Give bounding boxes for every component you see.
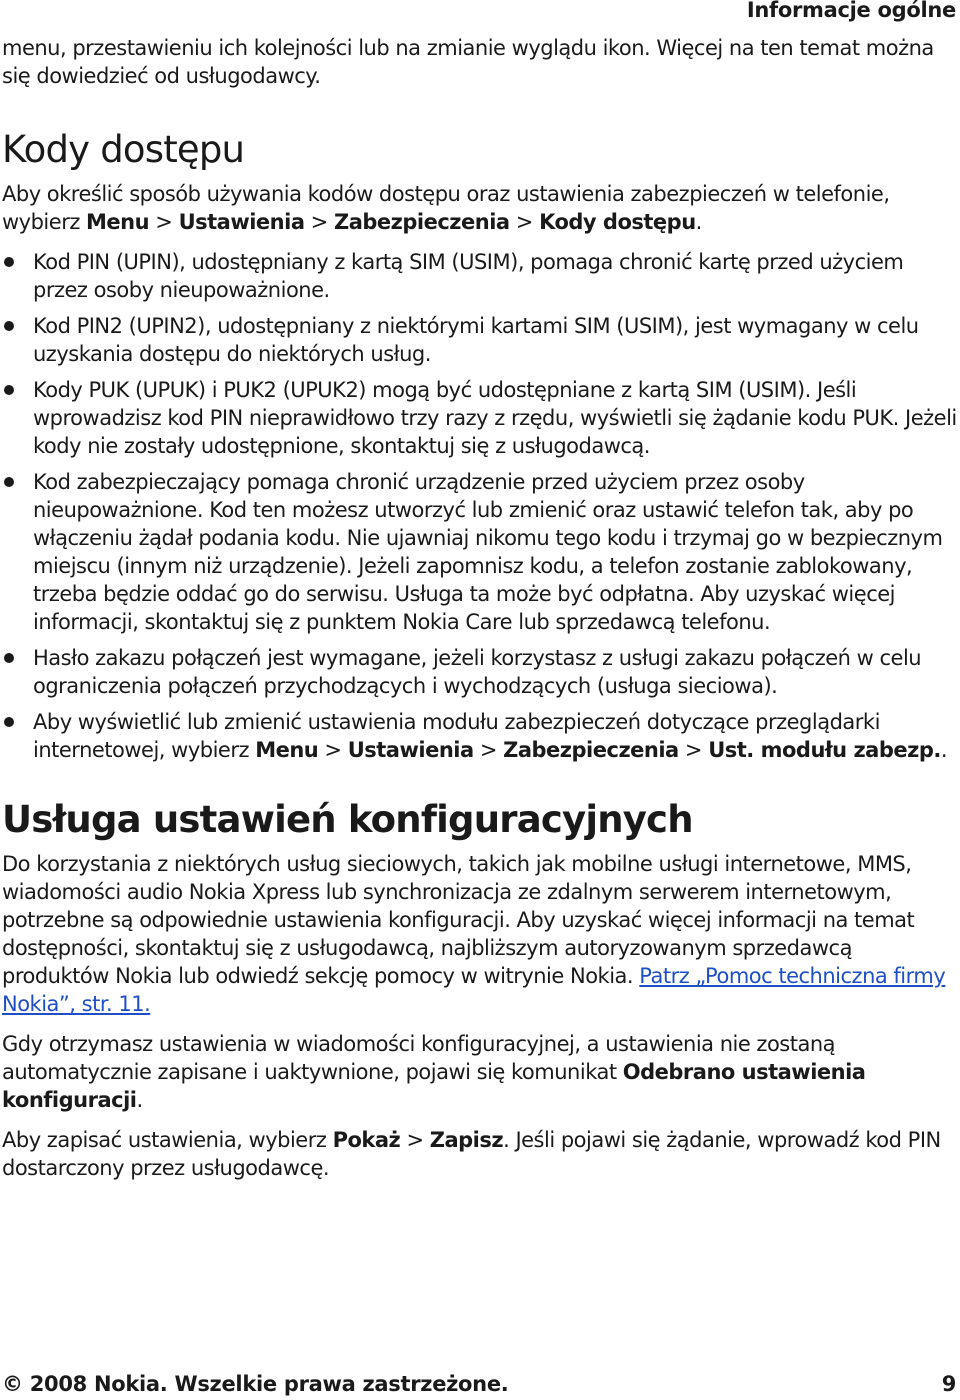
menu-path-step: Zapisz [429,1128,504,1152]
bullet-icon [4,477,14,487]
list-item-text: Hasło zakazu połączeń jest wymagane, jeżeli korzystasz z usługi zakazu połączeń w celu ograniczenia połączeń przychodzących i wychodzących (usługa sieciowa). [33,646,922,698]
config-paragraph-3 [2,1126,958,1182]
list-item [2,708,958,764]
list-item-text: Kody PUK (UPUK) i PUK2 (UPUK2) mogą być udostępniane z kartą SIM (USIM). Jeśli wprowadzisz kod PIN nieprawidłowo trzy razy z rzędu, wyświetli się żądanie kodu PUK. Jeżeli kody nie zostały udostępnione, skontaktuj się z usługodawcą. [33,378,957,458]
heading-access-codes: Kody dostępu [2,128,245,171]
access-codes-list [2,248,958,764]
list-item-text: Kod PIN2 (UPIN2), udostępniany z niektórymi kartami SIM (USIM), jest wymagany w celu uzyskania dostępu do niektórych usług. [33,314,919,366]
settings-received-message: Odebrano ustawienia konfiguracji [2,1060,866,1112]
menu-path-step: Menu [255,738,319,762]
bullet-icon [4,385,14,395]
menu-path-step: Ustawienia [347,738,474,762]
running-header: Informacje ogólne [746,0,956,22]
list-item [2,376,958,460]
nokia-support-link[interactable]: Patrz „Pomoc techniczna firmy Nokia”, str. 11. [2,964,946,1016]
page-footer [2,1372,956,1396]
page-number: 9 [941,1372,956,1396]
config-paragraph-2-text: Gdy otrzymasz ustawienia w wiadomości konfiguracyjnej, a ustawienia nie zostaną automatycznie zapisane i uaktywnione, pojawi się komunikat [2,1032,836,1084]
path-separator: > [155,210,173,234]
bullet-icon [4,717,14,727]
config-paragraph-3-end: . Jeśli pojawi się żądanie, wprowadź kod PIN dostarczony przez usługodawcę. [2,1128,941,1180]
menu-path-step: Pokaż [332,1128,401,1152]
config-paragraph-2 [2,1030,958,1114]
path-separator: > [406,1128,424,1152]
path-separator: > [515,210,533,234]
menu-path-step: Ustawienia [178,210,305,234]
sentence-period: . [695,210,702,234]
intro-paragraph: menu, przestawieniu ich kolejności lub na zmianie wyglądu ikon. Więcej na ten temat można się dowiedzieć od usługodawcy. [2,36,934,88]
path-separator: > [324,738,342,762]
copyright-notice: © 2008 Nokia. Wszelkie prawa zastrzeżone. [2,1372,509,1396]
sentence-period: . [136,1088,143,1112]
bullet-icon [4,321,14,331]
bullet-icon [4,653,14,663]
menu-path-step: Menu [86,210,150,234]
access-codes-intro-text: Aby określić sposób używania kodów dostępu oraz ustawienia zabezpieczeń w telefonie, wybierz [2,182,890,234]
path-separator: > [684,738,703,762]
list-item [2,644,958,700]
list-item [2,312,958,368]
config-paragraph-1 [2,850,958,1018]
list-item-text: Aby wyświetlić lub zmienić ustawienia modułu zabezpieczeń dotyczące przeglądarki internetowej, wybierz [33,710,880,762]
config-paragraph-1-text: Do korzystania z niektórych usług sieciowych, takich jak mobilne usługi internetowe, MMS, wiadomości audio Nokia Xpress lub synchronizacja ze zdalnym serwerem internetowym, potrzebne są odpowiednie ustawienia konfiguracji. Aby uzyskać więcej informacji na temat dostępności, skontaktuj się z usługodawcą, najbliższym autoryzowanym sprzedawcą produktów Nokia lub odwiedź sekcję pomocy w witrynie Nokia. [2,852,915,988]
sentence-period: . [940,738,948,762]
menu-path-step: Zabezpieczenia [333,210,510,234]
menu-path-step: Zabezpieczenia [503,738,679,762]
list-item [2,468,958,636]
list-item-text: Kod zabezpieczający pomaga chronić urządzenie przed użyciem przez osoby nieupoważnione. Kod ten możesz utworzyć lub zmienić oraz ustawić telefon tak, aby po włączeniu żądał podania kodu. Nie ujawniaj nikomu tego kodu i trzymaj go w bezpiecznym miejscu (innym niż urządzenie). Jeżeli zapomnisz kodu, a telefon zostanie zablokowany, trzeba będzie oddać go do serwisu. Usługa ta może być odpłatna. Aby uzyskać więcej informacji, skontaktuj się z punktem Nokia Care lub sprzedawcą telefonu. [33,470,943,634]
menu-path-step: Kody dostępu [539,210,696,234]
heading-config-service: Usługa ustawień konfiguracyjnych [2,798,693,841]
menu-path-step: Ust. modułu zabezp. [708,738,941,762]
page-content [2,34,958,1194]
config-paragraph-3-text: Aby zapisać ustawienia, wybierz [2,1128,333,1152]
list-item [2,248,958,304]
list-item-text: Kod PIN (UPIN), udostępniany z kartą SIM (USIM), pomaga chronić kartę przed użyciem przez osoby nieupoważnione. [33,250,904,302]
bullet-icon [4,257,14,267]
path-separator: > [310,210,328,234]
access-codes-intro [2,180,958,236]
path-separator: > [479,738,497,762]
